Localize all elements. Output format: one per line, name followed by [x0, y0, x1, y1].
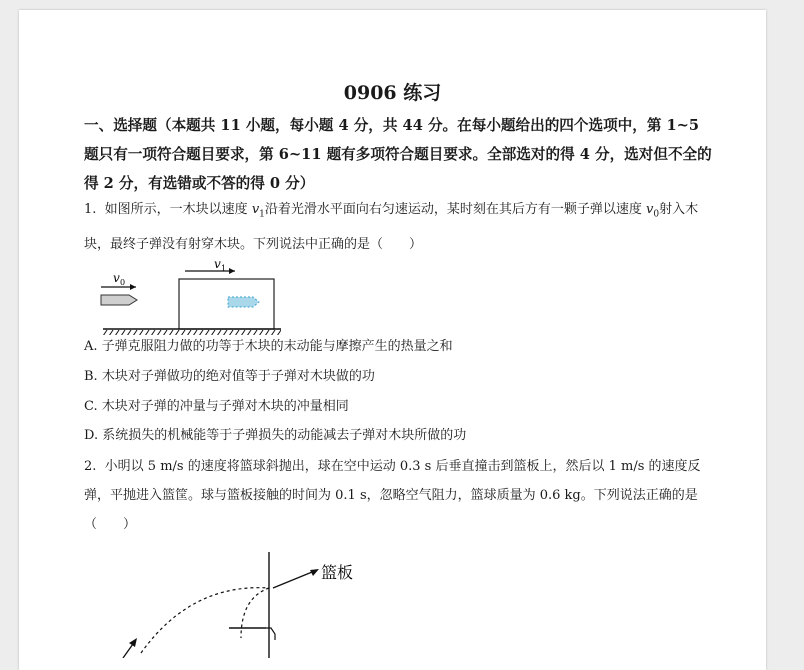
question-1-option-d: D. 系统损失的机械能等于子弹损失的动能减去子弹对木块所做的功	[84, 428, 467, 443]
question-1-number: 1.	[84, 202, 97, 217]
question-2-number: 2.	[84, 459, 97, 474]
question-1-option-a: A. 子弹克服阻力做的功等于木块的末动能与摩擦产生的热量之和	[84, 339, 453, 354]
backboard-arrow	[273, 570, 317, 588]
rebound-trajectory	[241, 588, 269, 638]
wooden-block	[179, 279, 274, 329]
bullet-shape	[101, 295, 137, 305]
section-heading: 一、选择题（本题共 11 小题，每小题 4 分，共 44 分。在每小题给出的四个选项中，第 1~5 题只有一项符合题目要求，第 6~11 题有多项符合题目要求。全部选对的得 4 分，选对但不全的得 2 分，有选错或不答的得 0 分）	[84, 117, 712, 192]
question-2-text: 2. 小明以 5 m/s 的速度将篮球斜抛出，球在空中运动 0.3 s 后垂直撞击到篮板上，然后以 1 m/s 的速度反弹，平抛进入篮筐。球与篮板接触的时间为 0.1 s，忽略空气阻力，篮球质量为 0.6 kg。下列说法正确的是（ ）	[84, 459, 701, 532]
v1-label: v	[214, 257, 221, 271]
hoop-bracket	[266, 628, 275, 640]
v1-label-sub: 1	[221, 264, 227, 273]
embedded-bullet	[228, 297, 259, 307]
v0-label-sub: 0	[120, 278, 126, 287]
question-1-text: 1. 如图所示，一木块以速度 $v_1$沿着光滑水平面向右匀速运动，某时刻在其后方有一颗子弹以速度 $v_0$射入木块，最终子弹没有射穿木块。下列说法中正确的是（ ）	[84, 202, 699, 252]
v0-label: v	[113, 271, 120, 285]
question-1-option-c: C. 木块对子弹的冲量与子弹对木块的冲量相同	[84, 399, 349, 414]
document-page	[19, 10, 766, 670]
question-1-option-b: B. 木块对子弹做功的绝对值等于子弹对木块做的功	[84, 369, 375, 384]
ball-trajectory	[141, 588, 269, 653]
document-title: 0906 练习	[343, 82, 442, 104]
question-2-figure	[81, 548, 381, 658]
launch-arrow	[123, 644, 133, 658]
question-1-figure	[81, 255, 281, 335]
backboard-label: 篮板	[321, 563, 354, 582]
